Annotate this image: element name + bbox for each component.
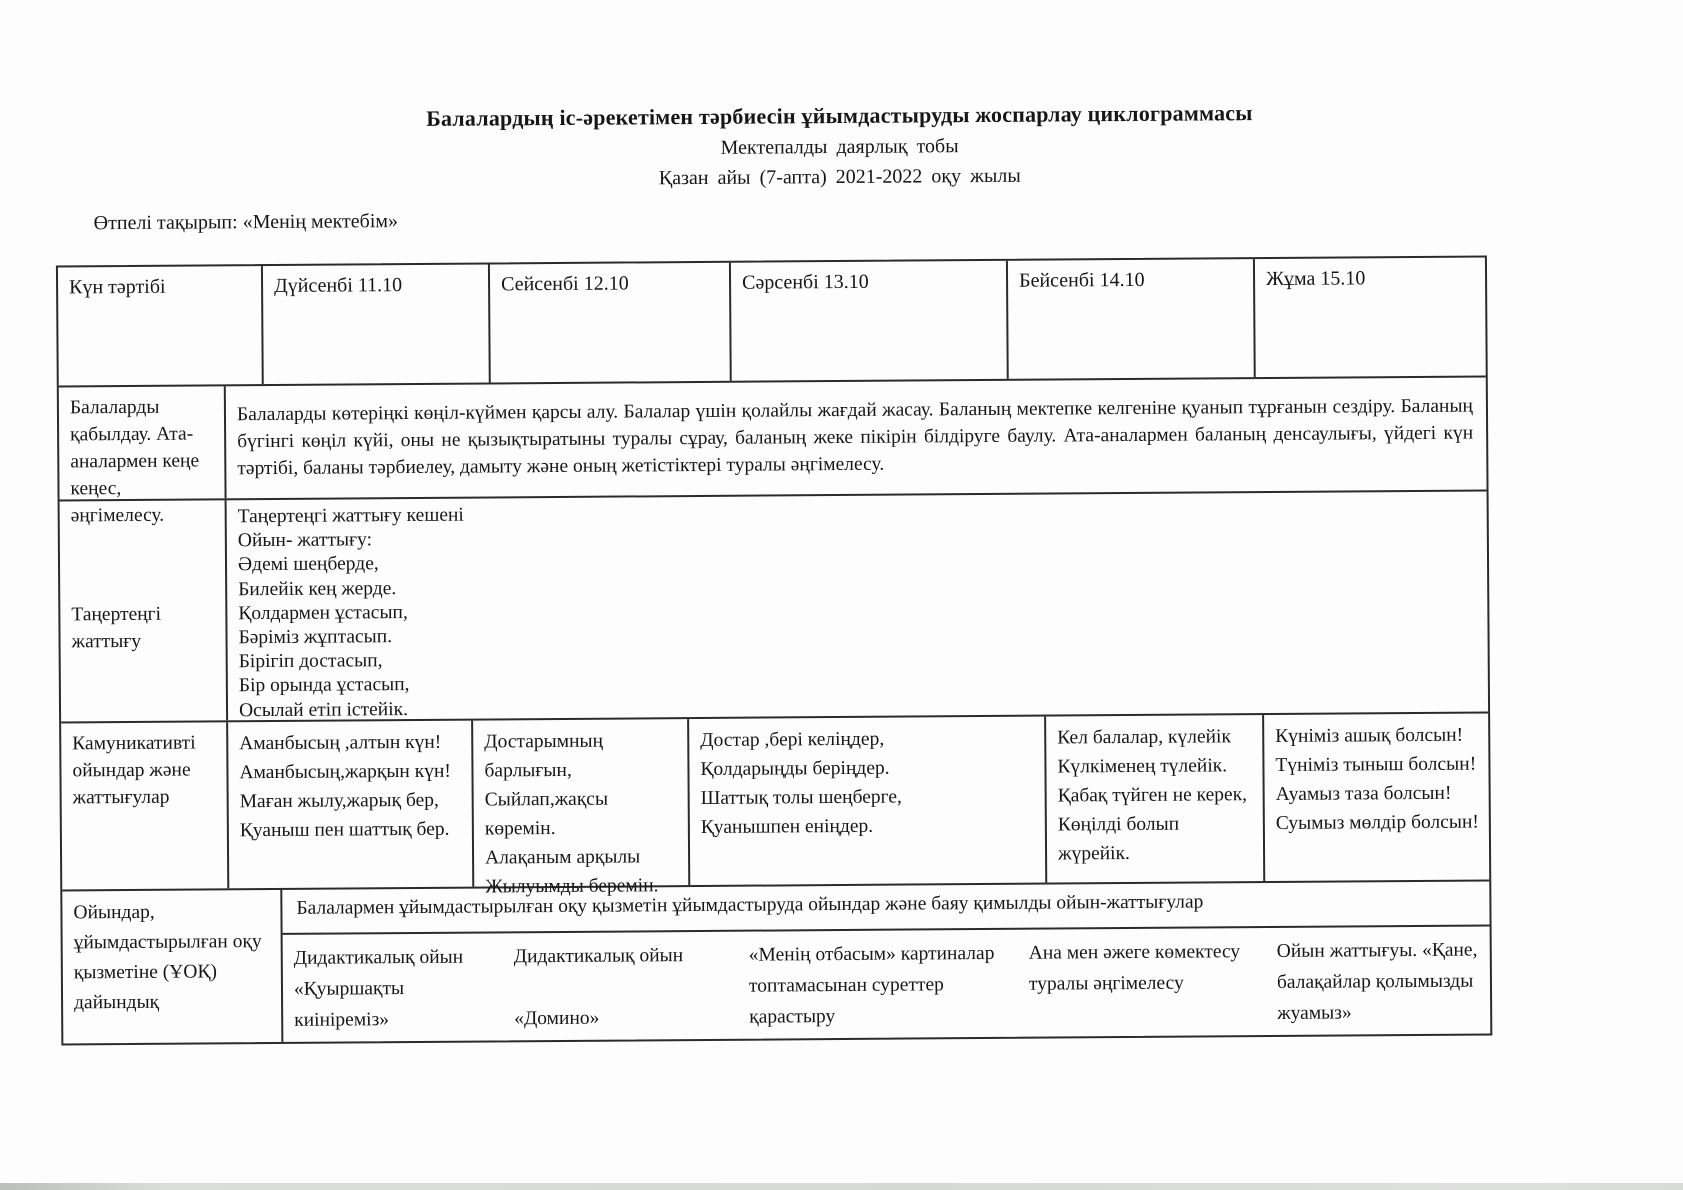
games-prep-days-section [280, 881, 1490, 1041]
communicative-tuesday-cell: Достарымның барлығын, Сыйлап,жақсы көремін. Алақаным арқылы Жылуымды беремін. [471, 719, 688, 887]
table-header-row [58, 258, 1486, 386]
cross-cutting-theme: Өтпелі тақырып: «Менің мектебім» [93, 210, 399, 235]
communicative-wednesday-cell: Достар ,бері келіңдер, Қолдарыңды беріңдер. Шаттық толы шеңберге, Қуанышпен еніңдер. [687, 717, 1045, 885]
header-cell-daily-routine: Күн тәртібі [69, 275, 166, 299]
header-cell-wednesday: Сәрсенбі 13.10 [729, 261, 1007, 381]
morning-exercise-content: Таңертеңгі жаттығу кешені Ойын- жаттығу: Әдемі шеңберде, Билейік кең жерде. Қолдармен ұстасып, Бәріміз жұптасып. Бірігіп достасып, Бір орында ұстасып, Осылай етіп істейік. [225, 491, 1489, 720]
communicative-friday-cell: Күніміз ашық болсын! Түніміз тыныш болсын! Ауамыз таза болсын! Суымыз мөлдір болсын! [1262, 713, 1489, 881]
games-tuesday-cell: Дидактикалық ойын «Домино» [513, 945, 684, 1030]
row-communicative-games [61, 711, 1489, 898]
games-wednesday-cell: «Менің отбасым» картиналар топтамасынан суреттер қарастыру [748, 942, 995, 1028]
games-monday-cell: Дидактикалық ойын «Қуыршақты киініреміз» [293, 946, 464, 1031]
games-prep-subrow [283, 924, 1491, 1041]
scan-edge-artifact [0, 1183, 1683, 1190]
row-label-communicative-games: Камуникативті ойындар және жаттығулар [72, 732, 196, 809]
games-thursday-cell: Ана мен әжеге көмектесу туралы әңгімелесу [1028, 941, 1241, 995]
row-games-prep [62, 879, 1490, 1043]
header-cell-friday: Жұма 15.10 [1253, 258, 1486, 378]
cyclogram-table [56, 255, 1492, 1045]
row-morning-exercise [60, 489, 1489, 721]
communicative-monday-cell: Аманбысың ,алтын күн! Аманбысың,жарқын күн! Маған жылу,жарық бер, Қуаныш пен шаттық бер. [226, 721, 472, 889]
period-subtitle: Қазан айы (7-апта) 2021-2022 оқу жылы [658, 164, 1021, 190]
page-title: Балалардың іс-әрекетімен тәрбиесін ұйымдастыруды жоспарлау циклограммасы [426, 100, 1253, 131]
reception-content: Балаларды көтеріңкі көңіл-күймен қарсы алу. Балалар үшін қолайлы жағдай жасау. Баланың мектепке келгеніне қуанып тұрғанын сездіру. Баланың бүгінгі көңіл күйі, оны не қызықтыратыны туралы сұрау, баланың жеке пікірін білдіруге баулу. Ата-аналармен баланың денсаулығы, үйдегі күн тәртібі, баланы тәрбиелеу, дамыту және оның жетістіктері туралы әңгімелесу. [224, 378, 1487, 499]
games-friday-cell: Ойын жаттығуы. «Қане, балақайлар қолымызды жуамыз» [1276, 939, 1478, 1024]
header-cell-thursday: Бейсенбі 14.10 [1006, 259, 1254, 379]
group-subtitle: Мектепалды даярлық тобы [720, 135, 959, 159]
row-reception [59, 376, 1487, 527]
games-prep-span-text: Балалармен ұйымдастырылған оқу қызметін ұйымдастыруда ойындар және баяу қимылды ойын-жаттығулар [296, 891, 1204, 919]
row-label-games-prep: Ойындар, ұйымдастырылған оқу қызметіне (ҰОҚ) дайындық [73, 901, 262, 1014]
communicative-thursday-cell: Кел балалар, күлейік Күлкіменең түлейік. Қабақ түйген не керек, Көңілді болып жүрейік. [1044, 715, 1263, 883]
header-cell-tuesday: Сейсенбі 12.10 [488, 263, 730, 383]
row-label-morning-exercise: Таңертеңгі жаттығу [71, 603, 162, 653]
row-label-reception: Балаларды қабылдау. Ата-аналармен кеңе кеңес, әңгімелесу. [69, 396, 200, 527]
header-cell-monday: Дүйсенбі 11.10 [261, 264, 489, 384]
